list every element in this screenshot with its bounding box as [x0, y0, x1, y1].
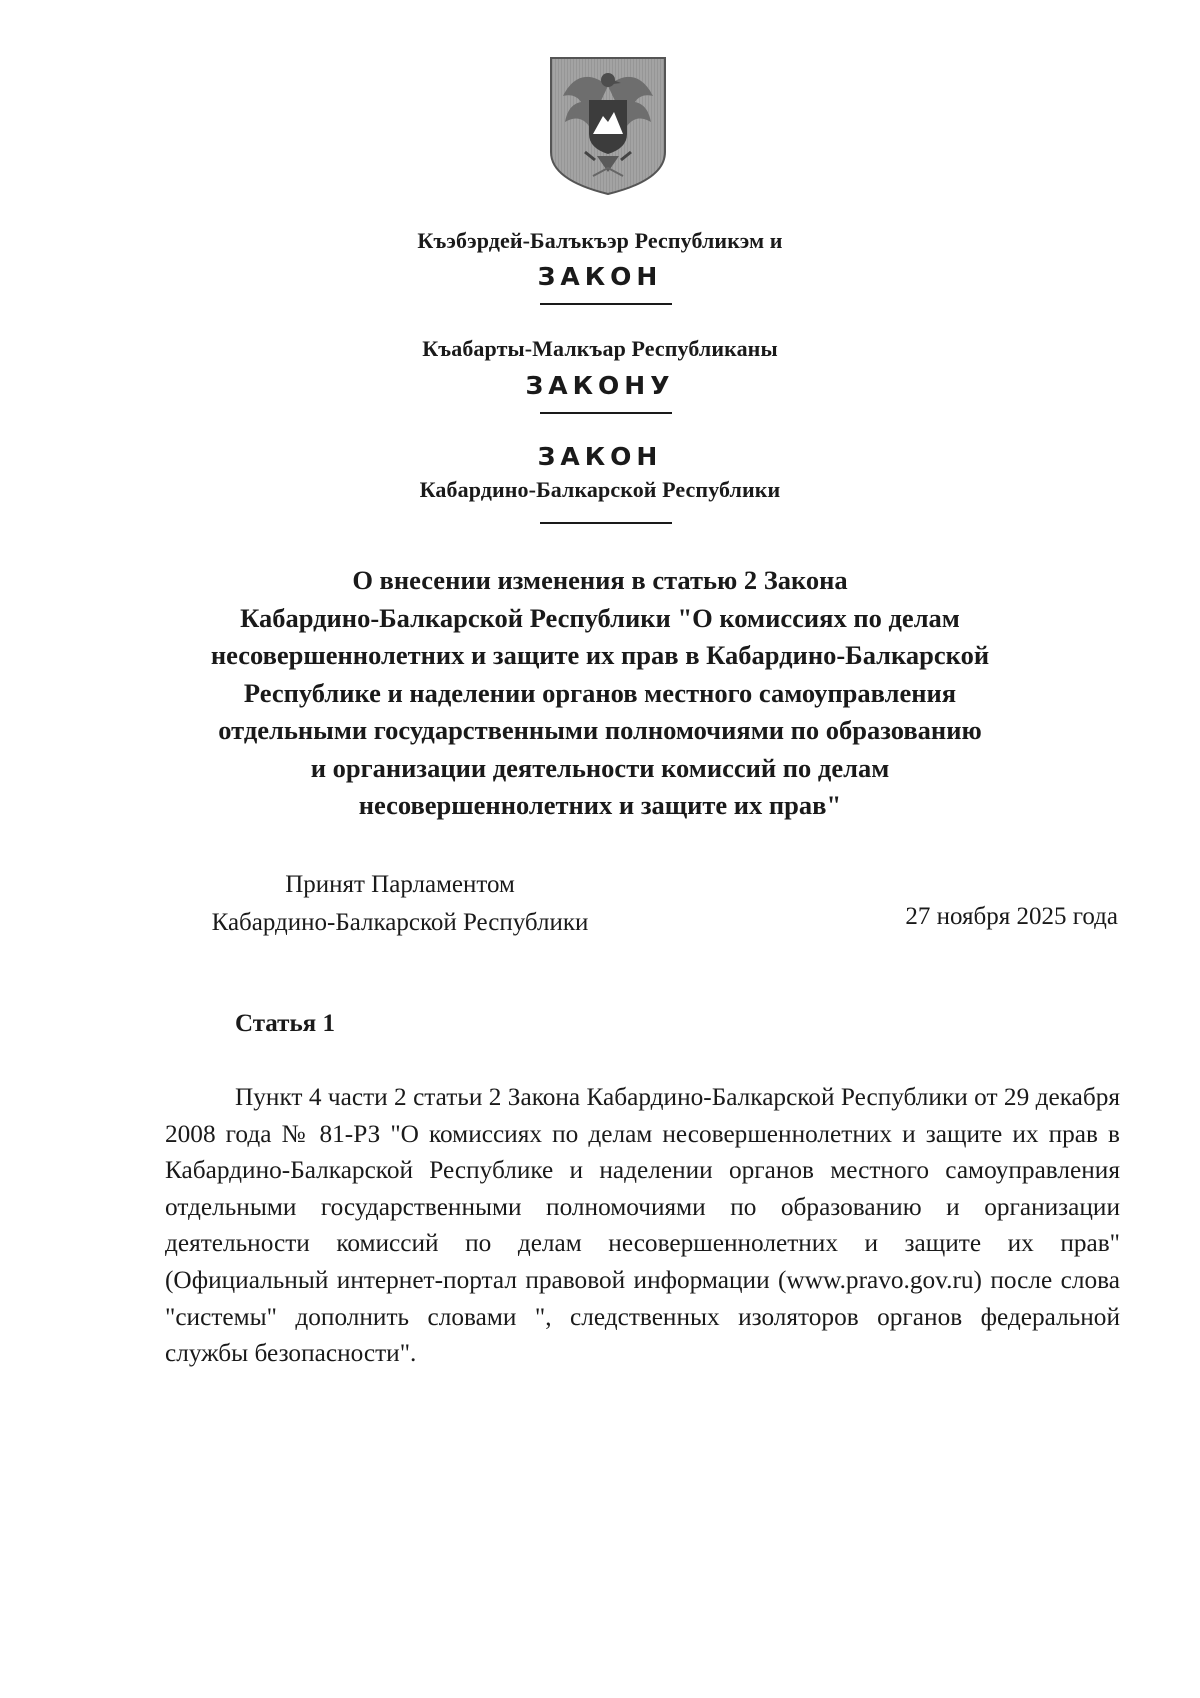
title-line: Республике и наделении органов местного самоуправления	[243, 677, 957, 708]
article-body: Пункт 4 части 2 статьи 2 Закона Кабардино-Балкарской Республики от 29 декабря 2008 года № 81-РЗ "О комиссиях по делам несовершеннолетних и защите их прав в Кабардино-Балкарской Республике и наделении органов местного самоуправления отдельными государственными полномочиями по образованию и организации деятельности комиссий по делам несовершеннолетних и защите их прав" (Официальный интернет-портал правовой информации (www.pravo.gov.ru) после слова "системы" дополнить словами ", следственных изоляторов органов федеральной службы безопасности".	[165, 1083, 1120, 1368]
coat-of-arms-icon	[549, 56, 667, 196]
divider	[540, 522, 672, 524]
title-line: и организации деятельности комиссий по делам	[310, 752, 890, 783]
russian-law-title: ЗАКОН	[537, 442, 663, 471]
title-line: О внесении изменения в статью 2 Закона	[352, 565, 848, 595]
divider	[540, 303, 672, 305]
title-line: отдельными государственными полномочиями по образованию	[218, 715, 982, 745]
adoption-statement	[160, 866, 640, 942]
law-title	[160, 562, 1040, 825]
title-line: несовершеннолетних и защите их прав в Кабардино-Балкарской	[210, 640, 990, 670]
balkar-law-title: ЗАКОНУ	[525, 371, 675, 400]
adoption-line: Кабардино-Балкарской Республики	[211, 909, 589, 936]
kabardian-republic-line: Къэбэрдей-Балъкъэр Республикэм и	[417, 228, 783, 253]
kabardian-law-title: ЗАКОН	[537, 262, 663, 291]
russian-republic-line: Кабардино-Балкарской Республики	[419, 477, 781, 502]
adoption-line: Принят Парламентом	[285, 871, 515, 898]
title-line: Кабардино-Балкарской Республики "О комиссиях по делам	[240, 602, 960, 633]
title-line: несовершеннолетних и защите их прав"	[358, 790, 842, 820]
balkar-republic-line: Къабарты-Малкъар Республиканы	[422, 336, 778, 361]
divider	[540, 412, 672, 414]
article-heading: Статья 1	[235, 1010, 335, 1037]
adoption-date: 27 ноября 2025 года	[905, 903, 1118, 930]
